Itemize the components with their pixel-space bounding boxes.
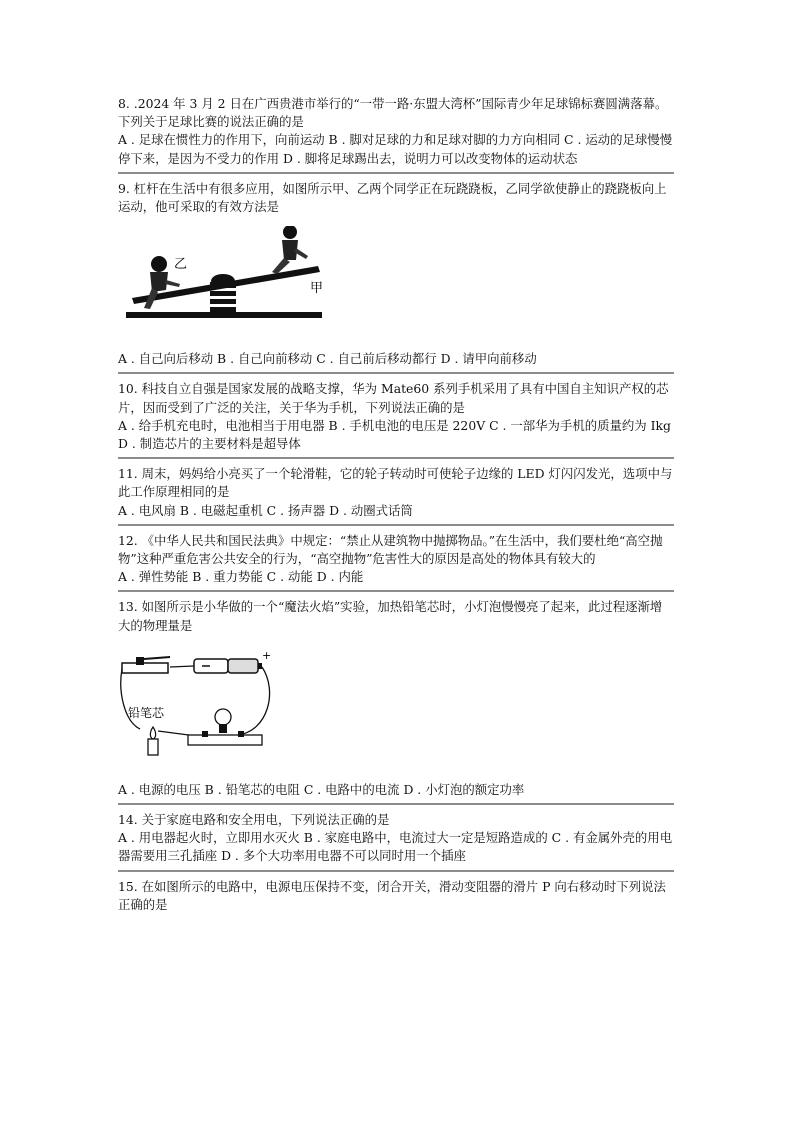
question-13 — [118, 598, 674, 799]
question-stem: 9. 杠杆在生活中有很多应用，如图所示甲、乙两个同学正在玩跷跷板，乙同学欲使静止的跷跷板向上运动，他可采取的有效方法是 — [118, 180, 667, 215]
divider — [118, 590, 674, 592]
question-stem: 11. 周末，妈妈给小亮买了一个轮滑鞋，它的轮子转动时可使轮子边缘的 LED 灯闪闪发光，选项中与此工作原理相同的是 — [118, 466, 673, 500]
question-options: A . 电风扇 B . 电磁起重机 C . 扬声器 D . 动圈式话筒 — [118, 502, 413, 518]
question-8 — [118, 95, 674, 168]
divider — [118, 870, 674, 872]
divider — [118, 172, 674, 174]
question-options: A . 电源的电压 B . 铅笔芯的电阻 C . 电路中的电流 D . 小灯泡的额定功率 — [118, 781, 525, 797]
question-options: A . 足球在惯性力的作用下，向前运动 B . 脚对足球的力和足球对脚的力方向相同 C . 运动的足球慢慢停下来，是因为不受力的作用 D . 脚将足球踢出去，说明力可以改变物体的运动状态 — [118, 132, 673, 166]
question-11 — [118, 465, 674, 520]
pencil-lead-circuit-figure — [118, 651, 288, 761]
figure-label-pencil-lead: 铅笔芯 — [128, 705, 165, 720]
question-stem: 10. 科技自立自强是国家发展的战略支撑，华为 Mate60 系列手机采用了具有中国自主知识产权的芯片，因而受到了广泛的关注，关于华为手机，下列说法正确的是 — [118, 381, 669, 415]
question-stem: 13. 如图所示是小华做的一个“魔法火焰”实验，加热铅笔芯时，小灯泡慢慢亮了起来，此过程逐渐增大的物理量是 — [118, 599, 663, 633]
question-options: A . 弹性势能 B . 重力势能 C . 动能 D . 内能 — [118, 569, 364, 585]
question-stem: 14. 关于家庭电路和安全用电，下列说法正确的是 — [118, 812, 390, 828]
figure-label-yi: 乙 — [174, 257, 188, 273]
question-stem: 12. 《中华人民共和国民法典》中规定：“禁止从建筑物中抛掷物品。”在生活中，我们要杜绝“高空抛物”这种严重危害公共安全的行为，“高空抛物”危害性大的原因是高处的物体具有较大的 — [118, 532, 663, 567]
question-12 — [118, 532, 674, 587]
divider — [118, 372, 674, 374]
question-stem: 15. 在如图所示的电路中，电源电压保持不变，闭合开关，滑动变阻器的滑片 P 向右移动时下列说法正确的是 — [118, 878, 666, 912]
question-options: A . 用电器起火时，立即用水灭火 B . 家庭电路中，电流过大一定是短路造成的 C . 有金属外壳的用电器需要用三孔插座 D . 多个大功率用电器不可以同时用一个插座 — [118, 830, 673, 864]
question-10 — [118, 380, 674, 453]
exam-page — [118, 95, 674, 914]
question-stem: 8. .2024 年 3 月 2 日在广西贵港市举行的“一带一路·东盟大湾杯”国际青少年足球锦标赛圆满落幕。下列关于足球比赛的说法正确的是 — [118, 96, 668, 130]
question-9 — [118, 180, 674, 369]
divider — [118, 457, 674, 459]
battery-plus-sign: + — [262, 650, 272, 662]
figure-label-jia: 甲 — [310, 281, 324, 297]
divider — [118, 803, 674, 805]
divider — [118, 524, 674, 526]
question-options: A . 自己向后移动 B . 自己向前移动 C . 自己前后移动都行 D . 请甲向前移动 — [118, 351, 537, 367]
question-15 — [118, 878, 674, 914]
question-options: A . 给手机充电时，电池相当于用电器 B . 手机电池的电压是 220V C . 一部华为手机的质量约为 Ikg D . 制造芯片的主要材料是超导体 — [118, 417, 671, 452]
question-14 — [118, 811, 674, 866]
seesaw-figure — [122, 226, 332, 336]
